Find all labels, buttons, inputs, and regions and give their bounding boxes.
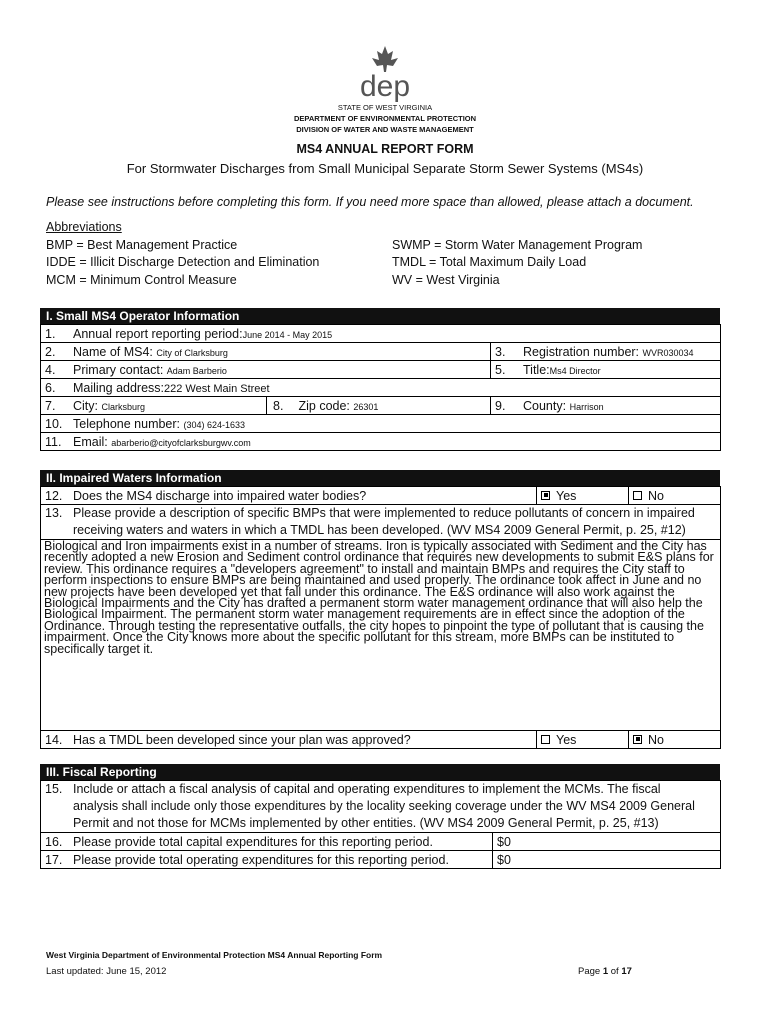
table-row: 17. Please provide total operating expenditures for this reporting period. $0 — [41, 851, 721, 869]
section-1-heading: I. Small MS4 Operator Information — [40, 308, 720, 324]
division-line: DIVISION OF WATER AND WASTE MANAGEMENT — [296, 125, 474, 134]
abbr-item: IDDE = Illicit Discharge Detection and Elimination — [46, 255, 320, 269]
table-row — [41, 540, 721, 731]
form-subtitle: For Stormwater Discharges from Small Municipal Separate Storm Sewer Systems (MS4s) — [126, 161, 644, 176]
table-row: 14. Has a TMDL been developed since your plan was approved? Yes No — [41, 731, 721, 749]
page-number: Page 1 of 17 — [578, 966, 632, 977]
title-field[interactable]: Ms4 Director — [549, 365, 601, 376]
state-line: STATE OF WEST VIRGINIA — [337, 103, 433, 112]
table-row: 16. Please provide total capital expenditures for this reporting period. $0 — [41, 833, 721, 851]
zip-code-field[interactable]: 26301 — [353, 401, 379, 412]
registration-number-field[interactable]: WVR030034 — [642, 347, 694, 358]
abbreviations-right — [392, 237, 642, 290]
capital-expenditures-field[interactable]: $0 — [493, 833, 721, 851]
table-row: 6. Mailing address:222 West Main Street — [41, 379, 721, 397]
county-field[interactable]: Harrison — [569, 401, 604, 412]
abbr-item: WV = West Virginia — [392, 272, 500, 287]
bmp-description-field[interactable]: Biological and Iron impairments exist in a number of streams. Iron is typically associated with Sediment and the City has recently adopted a new Erosion and Sediment control ordinance that requires new developments to submit E&S plans for review. This ordinance requires a "developers agreement" to install and maintain BMPs and requires the City staff to perform inspections to ensure BMPs are being maintained and used properly. The ordinance took affect in June and no new projects have been developed yet that fall under this ordinance. The E&S ordinance will also work against the Biological Impairments and the City has drafted a permanent storm water management ordinance that will also help the Biological Impairment. The permanent storm water management requirements are in effect since the adoption of the Ordinance. Through testing the representative outfalls, the city hopes to pinpoint the type of pollutant that is causing the impairment. Once the City knows more about the specific pollutant for this stream, more BMPs can be instituted to specifically target it. — [41, 540, 721, 731]
mailing-address-field[interactable]: 222 West Main Street — [164, 382, 270, 395]
footer-title: West Virginia Department of Environmental Protection MS4 Annual Reporting Form — [46, 950, 383, 960]
instructions: Please see instructions before completing this form. If you need more space than allowed, please attach a document. — [46, 195, 694, 209]
table-row: 12. Does the MS4 discharge into impaired water bodies? Yes No — [41, 487, 721, 505]
q14-no-checkbox[interactable] — [633, 735, 642, 744]
q12-yes-checkbox[interactable] — [541, 491, 550, 500]
impaired-waters-table — [40, 486, 721, 749]
abbreviations-left — [46, 219, 319, 289]
maple-leaf-icon — [330, 44, 440, 102]
table-row: 7. City: Clarksburg 8. Zip code: 26301 9. County: Harrison — [41, 397, 721, 415]
operator-info-table — [40, 324, 721, 451]
form-title: MS4 ANNUAL REPORT FORM — [296, 142, 474, 156]
table-row: 15. Include or attach a fiscal analysis of capital and operating expenditures to implement the MCMs. The fiscal analysis shall include only those expenditures by the locality seeking coverage under the WV MS4 2009 General Permit and not those for MCMs implemented by other entities. (WV MS4 2009 General Permit, p. 25, #13) — [41, 781, 721, 833]
reporting-period-field[interactable]: June 2014 - May 2015 — [242, 329, 333, 340]
dep-logo — [330, 44, 440, 102]
q12-no-checkbox[interactable] — [633, 491, 642, 500]
svg-text:dep: dep — [359, 70, 411, 102]
ms4-name-field[interactable]: City of Clarksburg — [156, 347, 228, 358]
section-2-heading: II. Impaired Waters Information — [40, 470, 720, 486]
q14-yes-checkbox[interactable] — [541, 735, 550, 744]
primary-contact-field[interactable]: Adam Barberio — [166, 365, 227, 376]
department-line: DEPARTMENT OF ENVIRONMENTAL PROTECTION — [293, 114, 477, 123]
section-3-heading: III. Fiscal Reporting — [40, 764, 720, 780]
abbreviations-heading: Abbreviations — [46, 220, 122, 234]
footer-updated: Last updated: June 15, 2012 — [46, 966, 167, 977]
operating-expenditures-field[interactable]: $0 — [493, 851, 721, 869]
abbr-item: TMDL = Total Maximum Daily Load — [392, 255, 587, 269]
abbr-item: SWMP = Storm Water Management Program — [392, 237, 643, 252]
fiscal-reporting-table — [40, 780, 721, 869]
table-row: 2. Name of MS4: City of Clarksburg 3. Registration number: WVR030034 — [41, 343, 721, 361]
abbr-item: BMP = Best Management Practice — [46, 237, 238, 252]
table-row: 13. Please provide a description of specific BMPs that were implemented to reduce pollutants of concern in impaired receiving waters and waters in which a TMDL has been developed. (WV MS4 2009 General Permit, p. 25, #12) — [41, 505, 721, 540]
telephone-field[interactable]: (304) 624-1633 — [183, 419, 246, 430]
abbr-item: MCM = Minimum Control Measure — [46, 272, 237, 287]
table-row: 1. Annual report reporting period:June 2014 - May 2015 — [41, 325, 721, 343]
city-field[interactable]: Clarksburg — [101, 401, 145, 412]
table-row: 11. Email: abarberio@cityofclarksburgwv.com — [41, 433, 721, 451]
table-row: 4. Primary contact: Adam Barberio 5. Title:Ms4 Director — [41, 361, 721, 379]
table-row: 10. Telephone number: (304) 624-1633 — [41, 415, 721, 433]
email-field[interactable]: abarberio@cityofclarksburgwv.com — [111, 437, 251, 448]
